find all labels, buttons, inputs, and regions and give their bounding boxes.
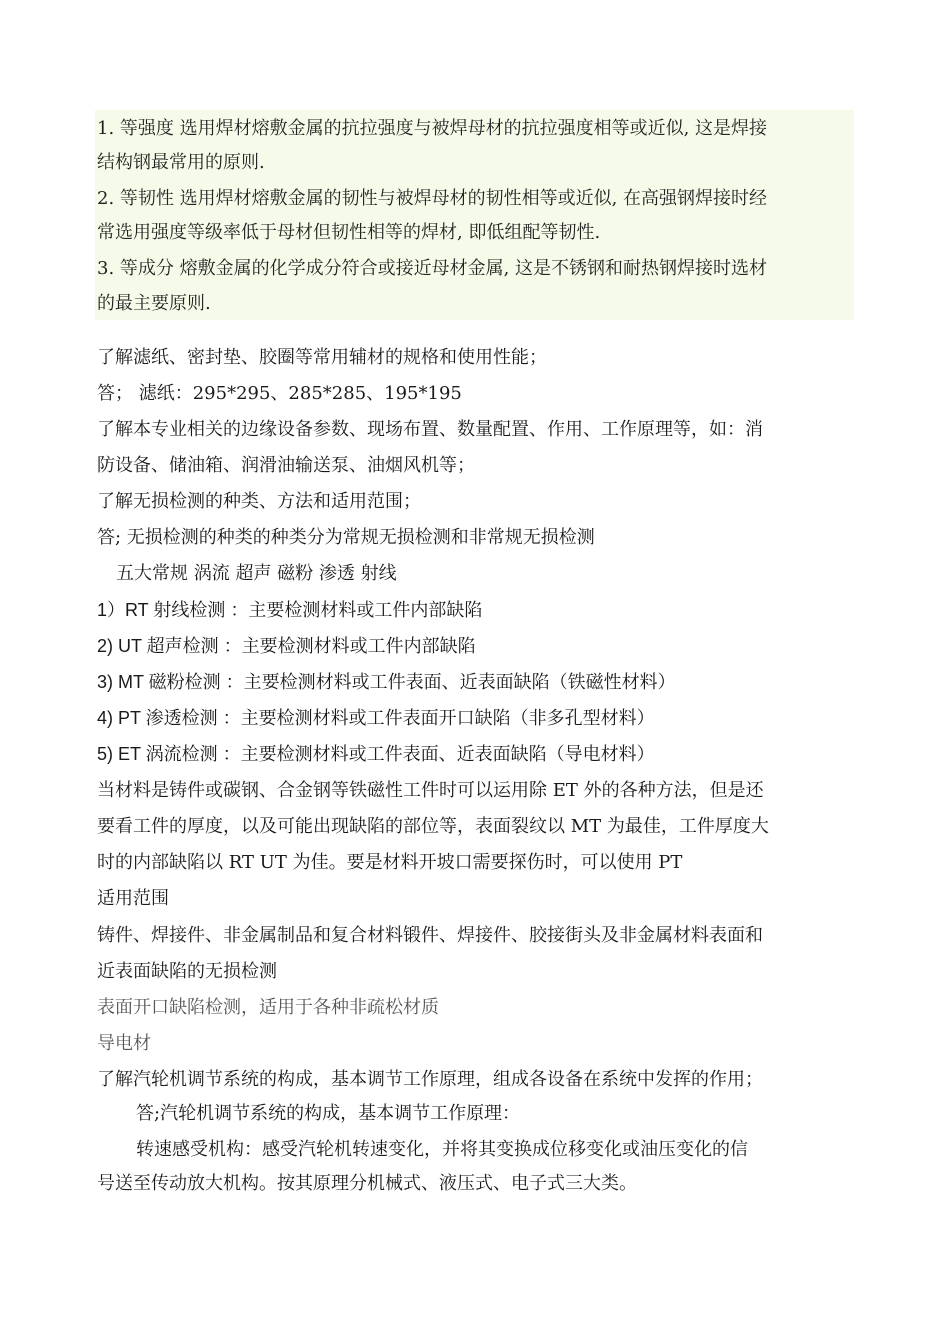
text-line: 转速感受机构：感受汽轮机转速变化，并将其变换成位移变化或油压变化的信 (136, 1139, 748, 1160)
text-line: 铸件、焊接件、非金属制品和复合材料锻件、焊接件、胶接街头及非金属材料表面和 (97, 925, 763, 946)
text-line: 号送至传动放大机构。按其原理分机械式、液压式、电子式三大类。 (97, 1173, 637, 1194)
text-line: 五大常规 涡流 超声 磁粉 渗透 射线 (116, 563, 397, 584)
text-line: 表面开口缺陷检测，适用于各种非疏松材质 (97, 997, 439, 1018)
principle-line: 3. 等成分 熔敷金属的化学成分符合或接近母材金属, 这是不锈钢和耐热钢焊接时选材 (97, 258, 768, 279)
text-line: 适用范围 (97, 888, 169, 909)
principle-line: 常选用强度等级率低于母材但韧性相等的焊材, 即低组配等韧性. (97, 222, 601, 243)
text-line: 了解滤纸、密封垫、胶圈等常用辅材的规格和使用性能； (97, 347, 547, 368)
text-line: 了解无损检测的种类、方法和适用范围； (97, 491, 421, 512)
ndt-method-item: 5) ET 涡流检测 ：主要检测材料或工件表面、近表面缺陷（导电材料） (97, 744, 655, 764)
ndt-method-item: 4) PT 渗透检测 ：主要检测材料或工件表面开口缺陷（非多孔型材料） (97, 708, 655, 728)
text-line: 答;汽轮机调节系统的构成，基本调节工作原理： (136, 1103, 521, 1124)
text-line: 要看工件的厚度，以及可能出现缺陷的部位等，表面裂纹以 MT 为最佳，工件厚度大 (97, 816, 769, 837)
principle-line: 2. 等韧性 选用焊材熔敷金属的韧性与被焊母材的韧性相等或近似, 在高强钢焊接时经 (97, 188, 768, 209)
text-line: 当材料是铸件或碳钢、合金钢等铁磁性工件时可以运用除 ET 外的各种方法，但是还 (97, 780, 764, 801)
welding-principles-highlight (95, 110, 854, 320)
ndt-method-item: 2) UT 超声检测 ：主要检测材料或工件内部缺陷 (97, 636, 476, 656)
text-line: 了解汽轮机调节系统的构成，基本调节工作原理，组成各设备在系统中发挥的作用； (97, 1069, 763, 1090)
text-line: 时的内部缺陷以 RT UT 为佳。要是材料开坡口需要探伤时，可以使用 PT (97, 852, 683, 873)
ndt-method-item: 1）RT 射线检测 ：主要检测材料或工件内部缺陷 (97, 600, 483, 620)
text-line: 答; 无损检测的种类的种类分为常规无损检测和非常规无损检测 (97, 527, 595, 548)
principle-line: 1. 等强度 选用焊材熔敷金属的抗拉强度与被焊母材的抗拉强度相等或近似, 这是焊接 (97, 118, 768, 139)
ndt-method-item: 3) MT 磁粉检测 ：主要检测材料或工件表面、近表面缺陷（铁磁性材料） (97, 672, 676, 692)
text-line: 了解本专业相关的边缘设备参数、现场布置、数量配置、作用、工作原理等，如：消 (97, 419, 763, 440)
text-line: 防设备、储油箱、润滑油输送泵、油烟风机等； (97, 455, 475, 476)
principle-line: 结构钢最常用的原则. (97, 152, 265, 173)
text-line: 导电材 (97, 1033, 151, 1054)
principle-line: 的最主要原则. (97, 293, 211, 314)
text-line: 近表面缺陷的无损检测 (97, 961, 277, 982)
text-line: 答； 滤纸：295*295、285*285、195*195 (97, 383, 462, 404)
